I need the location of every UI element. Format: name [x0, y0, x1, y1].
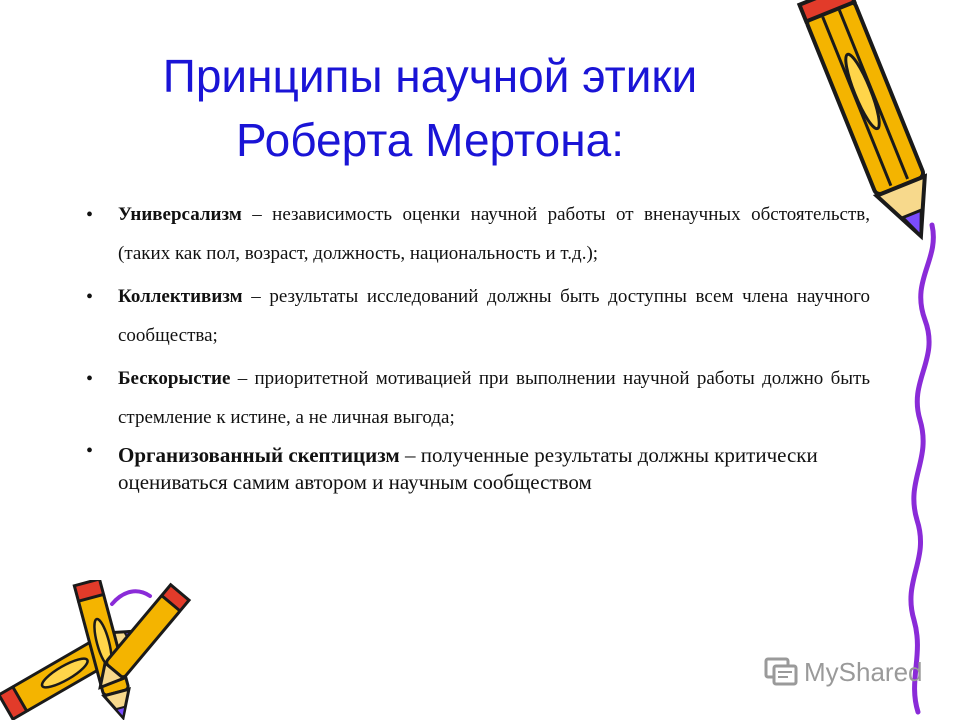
bullet-text: – независимость оценки научной работы от вненаучных обстоятельств, (таких как пол, возраст, должность, национальность и т.д.); [118, 204, 870, 264]
pencil-icon [790, 0, 960, 720]
bullet-dot: • [86, 286, 94, 308]
watermark-logo [764, 652, 923, 692]
bullet-text: – результаты исследований должны быть доступны всем члена научного сообщества; [118, 286, 870, 346]
bullet-term: Универсализм [118, 204, 242, 225]
watermark-text: MyShared [804, 656, 923, 687]
list-item [80, 278, 870, 355]
bullet-list [80, 196, 870, 496]
title-line-1: Принципы научной этики [162, 50, 698, 102]
list-item [80, 360, 870, 437]
myshared-logo-icon [764, 657, 798, 687]
bullet-text: – полученные результаты должны критически оцениваться самим автором и научным сообществом [118, 443, 818, 494]
bullet-dot: • [86, 204, 94, 226]
bullet-dot: • [86, 440, 94, 462]
title-line-2: Роберта Мертона: [235, 114, 625, 166]
bullet-term: Организованный скептицизм [118, 443, 400, 467]
slide-title [60, 44, 800, 172]
bullet-text: – приоритетной мотивацией при выполнении научной работы должно быть стремление к истине, а не личная выгода; [118, 368, 870, 428]
bullet-term: Бескорыстие [118, 368, 231, 389]
bullet-term: Коллективизм [118, 286, 243, 307]
pencils-clipart-icon [0, 580, 200, 720]
list-item [80, 196, 870, 273]
bullet-dot: • [86, 368, 94, 390]
list-item [80, 442, 870, 496]
